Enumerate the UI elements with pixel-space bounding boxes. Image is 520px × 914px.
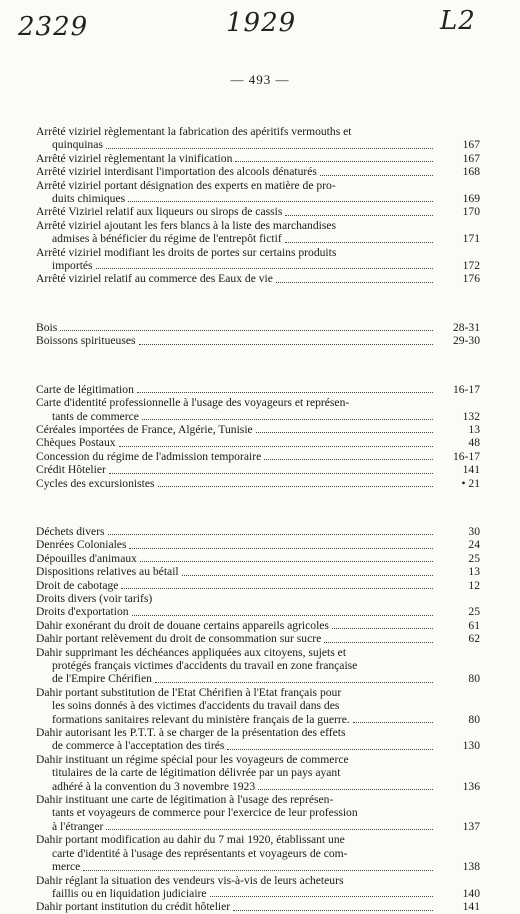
dot-leader xyxy=(106,829,433,830)
dot-leader xyxy=(132,615,433,616)
index-entry xyxy=(36,900,480,913)
index-entry xyxy=(36,619,480,632)
entry-title: Céréales importées de France, Algérie, Tunisie xyxy=(36,422,253,436)
entry-title: Dahir portant modification au dahir du 7 mai 1920, établissant une xyxy=(36,833,345,847)
entry-title: Dispositions relatives au bétail xyxy=(36,565,179,579)
entry-title-continuation: adhéré à la convention du 3 novembre 1923 xyxy=(52,779,256,793)
entry-title: Dahir autorisant les P.T.T. à se charger de la présentation des effets xyxy=(36,726,346,740)
entry-title: Dahir exonérant du droit de douane certains appareils agricoles xyxy=(36,618,329,632)
entry-page-number: 13 xyxy=(468,422,480,436)
dot-leader xyxy=(210,896,433,897)
entry-title-continuation: de l'Empire Chérifien xyxy=(52,672,152,686)
index-entry xyxy=(36,874,480,901)
index-section xyxy=(36,321,480,348)
dot-leader xyxy=(233,910,433,911)
entry-page-number: 24 xyxy=(468,538,480,552)
dot-leader xyxy=(139,344,433,345)
entry-title: Arrêté viziriel relatif au commerce des Eaux de vie xyxy=(36,272,273,286)
index-entry xyxy=(36,219,480,246)
entry-page-number: 171 xyxy=(462,232,480,246)
entry-page-number: 176 xyxy=(462,272,480,286)
dot-leader xyxy=(285,242,433,243)
entry-title: Dahir instituant une carte de légitimation à l'usage des représen- xyxy=(36,793,334,807)
entry-title: Dahir portant substitution de l'Etat Chérifien à l'Etat français pour xyxy=(36,685,342,699)
dot-leader xyxy=(285,215,433,216)
entry-title-continuation: carte d'identité à l'usage des représentants et voyageurs de com- xyxy=(52,846,348,860)
entry-title: Dahir supprimant les déchéances appliquées aux citoyens, sujets et xyxy=(36,645,347,659)
entry-page-number: 172 xyxy=(462,259,480,273)
dot-leader xyxy=(258,789,433,790)
dot-leader xyxy=(182,575,433,576)
entry-page-number: 12 xyxy=(468,578,480,592)
index-section xyxy=(36,525,480,914)
index-entry xyxy=(36,334,480,347)
dot-leader xyxy=(121,588,433,589)
dot-leader xyxy=(109,473,433,474)
handwritten-mark-right: L2 xyxy=(440,6,476,36)
index-entry xyxy=(36,423,480,436)
dot-leader xyxy=(83,870,433,871)
index-entry xyxy=(36,833,480,873)
entry-page-number: 141 xyxy=(462,463,480,477)
entry-page-number: 141 xyxy=(462,900,480,914)
dot-leader xyxy=(264,459,433,460)
entry-page-number: 167 xyxy=(462,138,480,152)
entry-title: Dahir réglant la situation des vendeurs vis-à-vis de leurs acheteurs xyxy=(36,873,344,887)
index-entry xyxy=(36,125,480,152)
index-entry xyxy=(36,321,480,334)
index-entry xyxy=(36,463,480,476)
entry-title-continuation: titulaires de la carte de légitimation délivrée par un pays ayant xyxy=(52,766,341,780)
index-entry xyxy=(36,450,480,463)
index-entry xyxy=(36,726,480,753)
entry-title: Arrêté viziriel règlementant la fabrication des apéritifs vermouths et xyxy=(36,125,352,138)
index-entry xyxy=(36,436,480,449)
entry-page-number: 16-17 xyxy=(452,449,480,463)
index-entry xyxy=(36,552,480,565)
entry-title-continuation: importés xyxy=(52,259,93,273)
entry-page-number: 30 xyxy=(468,524,480,538)
entry-title-continuation: à l'étranger xyxy=(52,819,104,833)
entry-page-number: 80 xyxy=(468,672,480,686)
dot-leader xyxy=(108,534,433,535)
index-entry xyxy=(36,793,480,833)
entry-title: Cycles des excursionistes xyxy=(36,476,155,490)
entry-title: Dahir portant relèvement du droit de consommation sur sucre xyxy=(36,632,322,646)
entry-title: Dépouilles d'animaux xyxy=(36,551,137,565)
index-entry xyxy=(36,246,480,273)
entry-title: Denrées Coloniales xyxy=(36,538,127,552)
entry-title-continuation: protégés français victimes d'accidents du travail en zone française xyxy=(52,659,358,672)
index-entry xyxy=(36,396,480,423)
entry-page-number: 130 xyxy=(462,739,480,753)
entry-page-number: 169 xyxy=(462,192,480,206)
dot-leader xyxy=(320,175,433,176)
dot-leader xyxy=(155,682,433,683)
index-entry xyxy=(36,179,480,206)
index-entry xyxy=(36,383,480,396)
dot-leader xyxy=(137,392,433,393)
entry-title-continuation: tants de commerce xyxy=(52,409,139,423)
index-section xyxy=(36,125,480,286)
entry-page-number: 168 xyxy=(462,165,480,179)
dot-leader xyxy=(276,282,433,283)
entry-title: Arrêté viziriel portant désignation des experts en matière de pro- xyxy=(36,178,336,192)
entry-page-number: 48 xyxy=(468,436,480,450)
dot-leader xyxy=(324,642,433,643)
entry-title-continuation: merce xyxy=(52,860,81,874)
handwritten-year: 1929 xyxy=(226,8,297,38)
entry-page-number: 16-17 xyxy=(452,382,480,396)
dot-leader xyxy=(227,749,433,750)
index-entry xyxy=(36,646,480,686)
dot-leader xyxy=(106,148,433,149)
entry-title-continuation: faillis ou en liquidation judiciaire xyxy=(52,886,207,900)
entry-page-number: 132 xyxy=(462,409,480,423)
dot-leader xyxy=(129,548,433,549)
index-section xyxy=(36,383,480,490)
entry-page-number: 62 xyxy=(468,632,480,646)
dot-leader xyxy=(235,161,433,162)
entry-title: Dahir instituant un régime spécial pour les voyageurs de commerce xyxy=(36,752,349,766)
entry-page-number: 29-30 xyxy=(452,334,480,348)
entry-page-number: 25 xyxy=(468,551,480,565)
dot-leader xyxy=(332,628,433,629)
entry-title-continuation: de commerce à l'acceptation des tirés xyxy=(52,739,225,753)
index-entry xyxy=(36,579,480,592)
index-entry xyxy=(36,565,480,578)
entry-title: Droits d'exportation xyxy=(36,605,129,619)
dot-leader xyxy=(119,446,433,447)
entry-title-continuation: duits chimiques xyxy=(52,192,126,206)
entry-title: Déchets divers xyxy=(36,524,105,538)
entry-title: Concession du régime de l'admission temporaire xyxy=(36,449,262,463)
entry-title: Droits divers (voir tarifs) xyxy=(36,591,153,605)
entry-title: Dahir portant institution du crédit hôtelier xyxy=(36,900,231,914)
index-entry xyxy=(36,525,480,538)
entry-title-continuation: les soins donnés à des victimes d'accidents du travail dans des xyxy=(52,699,340,713)
entry-title: Arrêté viziriel interdisant l'importation des alcools dénaturés xyxy=(36,165,317,179)
entry-page-number: • 21 xyxy=(461,476,480,490)
index-entry xyxy=(36,753,480,793)
index-entry xyxy=(36,592,480,605)
entry-page-number: 167 xyxy=(462,151,480,165)
entry-title: Arrêté viziriel règlementant la vinification xyxy=(36,151,233,165)
dot-leader xyxy=(96,268,433,269)
index-entry xyxy=(36,205,480,218)
entry-title: Carte d'identité professionnelle à l'usage des voyageurs et représen- xyxy=(36,396,350,410)
entry-page-number: 13 xyxy=(468,565,480,579)
index-list xyxy=(36,125,480,914)
dot-leader xyxy=(128,201,433,202)
entry-title: Bois xyxy=(36,320,58,334)
index-entry xyxy=(36,165,480,178)
index-entry xyxy=(36,605,480,618)
dot-leader xyxy=(142,419,433,420)
entry-page-number: 138 xyxy=(462,860,480,874)
entry-title-continuation: tants et voyageurs de commerce pour l'exercice de leur profession xyxy=(52,806,358,820)
entry-title: Droit de cabotage xyxy=(36,578,119,592)
dot-leader xyxy=(60,330,433,331)
index-entry xyxy=(36,538,480,551)
entry-title-continuation: admises à bénéficier du régime de l'entrepôt fictif xyxy=(52,232,282,246)
entry-title: Carte de légitimation xyxy=(36,382,134,396)
entry-title: Crédit Hôtelier xyxy=(36,463,106,477)
entry-title: Chèques Postaux xyxy=(36,436,116,450)
index-entry xyxy=(36,272,480,285)
index-entry xyxy=(36,632,480,645)
index-entry xyxy=(36,477,480,490)
entry-page-number: 80 xyxy=(468,712,480,726)
entry-page-number: 140 xyxy=(462,886,480,900)
index-entry xyxy=(36,686,480,726)
index-entry xyxy=(36,152,480,165)
entry-page-number: 28-31 xyxy=(452,320,480,334)
page-number: — 493 — xyxy=(230,72,290,87)
dot-leader xyxy=(158,486,434,487)
dot-leader xyxy=(353,722,433,723)
entry-title: Arrêté viziriel ajoutant les fers blancs à la liste des marchandises xyxy=(36,218,337,232)
entry-title-continuation: quinquinas xyxy=(52,138,103,152)
entry-title-continuation: formations sanitaires relevant du ministère français de la guerre. xyxy=(52,712,350,726)
dot-leader xyxy=(256,432,433,433)
entry-page-number: 25 xyxy=(468,605,480,619)
entry-page-number: 137 xyxy=(462,819,480,833)
entry-title: Boissons spiritueuses xyxy=(36,334,136,348)
entry-page-number: 61 xyxy=(468,618,480,632)
dot-leader xyxy=(140,561,433,562)
entry-title: Arrêté Viziriel relatif aux liqueurs ou sirops de cassis xyxy=(36,205,283,219)
handwritten-number-left: 2329 xyxy=(18,12,89,42)
entry-page-number: 170 xyxy=(462,205,480,219)
entry-title: Arrêté viziriel modifiant les droits de portes sur certains produits xyxy=(36,245,337,259)
entry-page-number: 136 xyxy=(462,779,480,793)
